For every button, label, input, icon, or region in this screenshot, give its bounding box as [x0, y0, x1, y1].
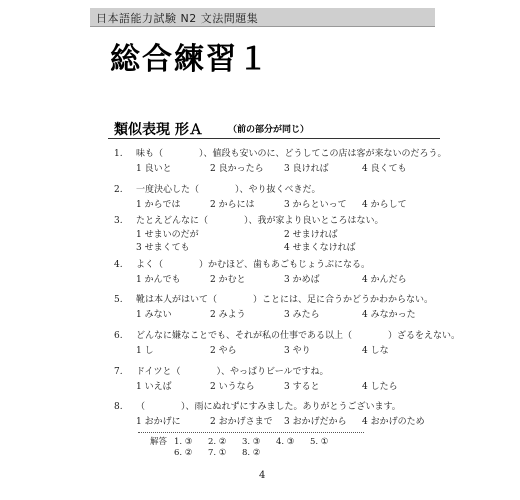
question-text: 味も（ ）、値段も安いのに、どうしてこの店は客が来ないのだろう。	[136, 149, 447, 159]
answers-divider	[138, 432, 364, 433]
question-number: 7.	[114, 367, 123, 377]
option-1: 1 いえば	[136, 382, 172, 392]
option-1: 1 かんでも	[136, 275, 181, 285]
question-number: 8.	[114, 402, 123, 412]
option-2: 2 やら	[210, 346, 237, 356]
option-4: 4 みなかった	[362, 310, 416, 320]
option-4: 4 おかげのため	[362, 417, 425, 427]
section-subtitle: （前の部分が同じ）	[228, 125, 310, 135]
answer-item: 2. ②	[208, 437, 227, 447]
answer-item: 8. ②	[242, 448, 261, 458]
question-number: 6.	[114, 331, 123, 341]
option-3: 3 やり	[284, 346, 311, 356]
option-3: 3 良ければ	[284, 164, 329, 174]
option-2: 2 みよう	[210, 310, 246, 320]
option-3: 3 せまくても	[136, 243, 190, 253]
answer-item: 5. ①	[310, 437, 329, 447]
option-4: 4 せまくなければ	[284, 243, 356, 253]
answer-item: 4. ③	[276, 437, 295, 447]
option-3: 3 かめば	[284, 275, 320, 285]
option-3: 3 おかげだから	[284, 417, 347, 427]
question-text: ドイツと（ ）、やっぱりビールですね。	[136, 367, 329, 377]
question-text: よく（ ）かむほど、歯もあごもじょうぶになる。	[136, 260, 371, 270]
option-2: 2 いうなら	[210, 382, 255, 392]
option-1: 1 みない	[136, 310, 172, 320]
question-text: どんなに嫌なことでも、それが私の仕事である以上（ ）ざるをえない。	[136, 331, 461, 341]
question-text: （ ）、雨にぬれずにすみました。ありがとうございます。	[136, 402, 401, 412]
option-4: 4 からして	[362, 200, 407, 210]
option-1: 1 良いと	[136, 164, 172, 174]
option-2: 2 かむと	[210, 275, 246, 285]
question-text: 一度決心した（ ）、やり抜くべきだ。	[136, 185, 321, 195]
option-2: 2 おかげさまで	[210, 417, 273, 427]
section-header	[108, 118, 440, 139]
option-4: 4 しな	[362, 346, 389, 356]
option-4: 4 良くても	[362, 164, 407, 174]
question-text: 靴は本人がはいて（ ）ことには、足に合うかどうかわからない。	[136, 295, 434, 305]
question-number: 5.	[114, 295, 123, 305]
option-2: 2 せまければ	[284, 230, 338, 240]
option-1: 1 せまいのだが	[136, 230, 199, 240]
option-4: 4 かんだら	[362, 275, 407, 285]
answer-label: 解答	[150, 437, 168, 447]
page-title: 総合練習１	[110, 42, 270, 77]
option-3: 3 みたら	[284, 310, 320, 320]
option-4: 4 したら	[362, 382, 398, 392]
option-2: 2 良かったら	[210, 164, 264, 174]
question-text: たとえどんなに（ ）、我が家より良いところはない。	[136, 216, 384, 226]
question-number: 4.	[114, 260, 123, 270]
question-number: 1.	[114, 149, 123, 159]
header-title: 日本語能力試験 N2 文法問題集	[96, 12, 259, 25]
answer-item: 1. ③	[174, 437, 193, 447]
option-1: 1 おかげに	[136, 417, 181, 427]
header-bar	[90, 8, 435, 27]
option-3: 3 からといって	[284, 200, 347, 210]
option-1: 1 し	[136, 346, 154, 356]
option-3: 3 すると	[284, 382, 320, 392]
option-2: 2 からには	[210, 200, 255, 210]
option-1: 1 からでは	[136, 200, 181, 210]
answer-item: 6. ②	[174, 448, 193, 458]
answer-item: 7. ①	[208, 448, 227, 458]
answer-item: 3. ③	[242, 437, 261, 447]
question-number: 2.	[114, 185, 123, 195]
section-title: 類似表現 形Ａ	[114, 122, 203, 138]
page-number: 4	[259, 470, 266, 481]
question-number: 3.	[114, 216, 123, 226]
